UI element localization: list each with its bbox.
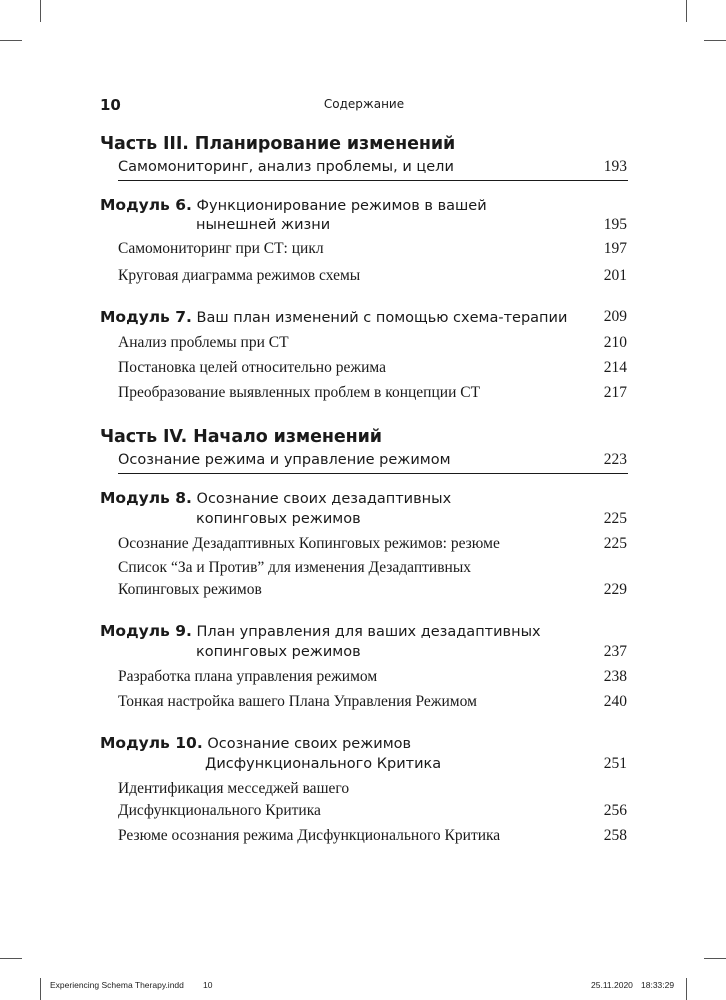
toc-entry: Осознание Дезадаптивных Копинговых режимов: резюме [118,535,500,552]
crop-mark [704,958,726,959]
module-heading [100,489,451,507]
toc-entry: Идентификация месседжей вашего [118,780,350,797]
toc-page: 201 [603,267,627,284]
module-title: Ваш план изменений с помощью схема-терапии [196,310,568,326]
part-subtitle: Самомониторинг, анализ проблемы, и цели [118,159,454,175]
module-title-continued: нынешней жизни [196,217,331,233]
toc-entry: Резюме осознания режима Дисфункционального Критика [118,827,501,844]
toc-page: 217 [603,384,627,401]
toc-page: 197 [603,240,627,257]
toc-page: 210 [603,334,627,351]
toc-page: 240 [603,693,627,710]
module-title: Осознание своих дезадаптивных [196,491,452,507]
module-label: Модуль 9. [100,622,192,640]
toc-entry: Самомониторинг при СТ: цикл [118,240,324,257]
module-heading [100,622,541,640]
part-title: Часть III. Планирование изменений [100,134,456,154]
toc-page: 214 [603,359,627,376]
toc-page: 193 [603,158,627,175]
toc-page: 225 [603,510,627,527]
module-title: Функционирование режимов в вашей [196,198,487,214]
toc-page: 225 [603,535,627,552]
toc-page: 256 [603,802,627,819]
toc-entry: Тонкая настройка вашего Плана Управления Режимом [118,693,477,710]
module-title: Осознание своих режимов [207,736,412,752]
module-label: Модуль 6. [100,196,192,214]
module-title-continued: копинговых режимов [196,511,361,527]
toc-entry: Постановка целей относительно режима [118,359,386,376]
toc-entry: Анализ проблемы при СТ [118,334,289,351]
running-title: Содержание [323,97,405,111]
toc-entry-continued: Дисфункционального Критика [118,802,321,819]
toc-page: 223 [603,451,627,468]
part-title: Часть IV. Начало изменений [100,427,382,447]
footer-filename: Experiencing Schema Therapy.indd [50,980,184,990]
footer-page: 10 [203,980,213,990]
toc-page: 229 [603,581,627,598]
toc-entry: Список “За и Против” для изменения Дезадаптивных [118,559,471,576]
toc-page: 251 [603,755,627,772]
part-rule [118,473,628,474]
module-title: План управления для ваших дезадаптивных [196,624,541,640]
module-label: Модуль 8. [100,489,192,507]
crop-mark [40,978,41,1000]
module-label: Модуль 7. [100,308,192,326]
toc-entry-continued: Копинговых режимов [118,581,262,598]
toc-page: 195 [603,216,627,233]
crop-mark [0,958,22,959]
toc-entry: Преобразование выявленных проблем в концепции СТ [118,384,481,401]
footer-time: 18:33:29 [641,980,675,990]
toc-page: 238 [603,668,627,685]
crop-mark [40,0,41,22]
module-label: Модуль 10. [100,734,203,752]
module-heading [100,734,411,752]
crop-mark [686,0,687,22]
module-heading [100,308,567,326]
running-header [100,96,628,116]
toc-entry: Круговая диаграмма режимов схемы [118,267,361,284]
module-title-continued: Дисфункционального Критика [205,756,442,772]
footer-date: 25.11.2020 [591,980,633,990]
toc-page: 209 [603,308,627,325]
page-number: 10 [100,96,121,114]
part-rule [118,180,628,181]
toc-page: 237 [603,643,627,660]
crop-mark [704,40,726,41]
module-title-continued: копинговых режимов [196,644,361,660]
toc-page: 258 [603,827,627,844]
crop-mark [686,978,687,1000]
part-subtitle: Осознание режима и управление режимом [118,452,451,468]
module-heading [100,196,487,214]
toc-entry: Разработка плана управления режимом [118,668,378,685]
crop-mark [0,40,22,41]
